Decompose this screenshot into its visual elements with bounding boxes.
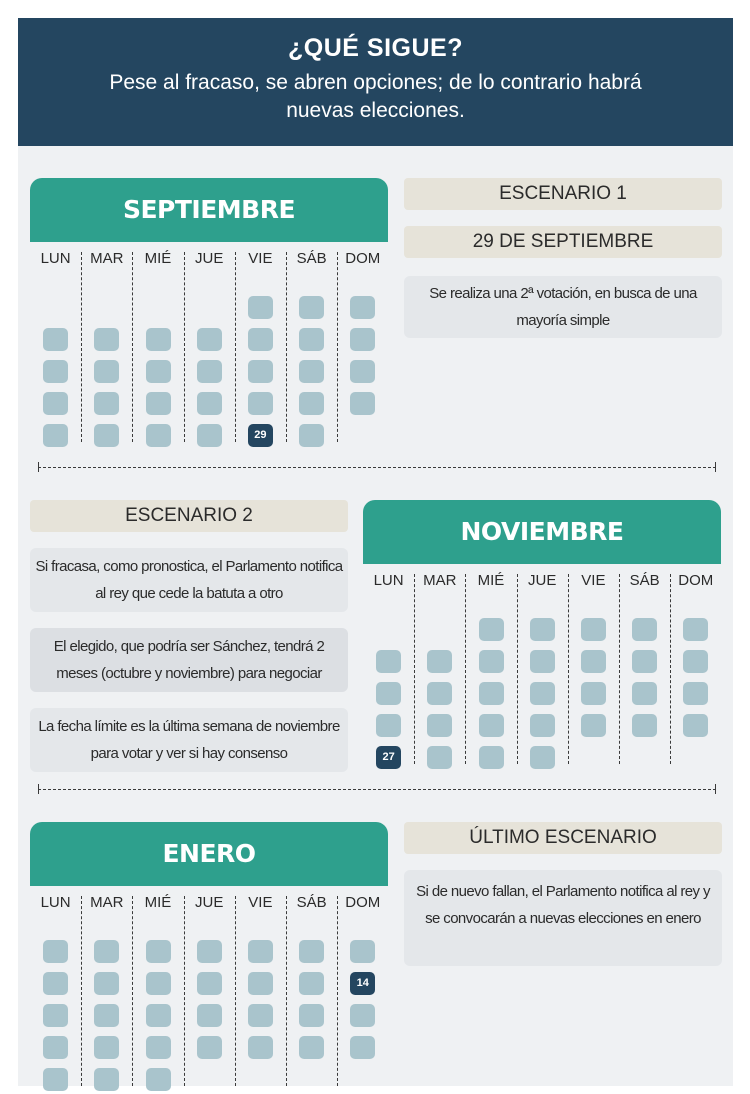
scenario2-label: ESCENARIO 2 xyxy=(30,500,348,532)
day-cell xyxy=(94,392,119,415)
day-cell xyxy=(299,1004,324,1027)
day-cell xyxy=(248,392,273,415)
day-cell xyxy=(479,650,504,673)
day-cell xyxy=(530,650,555,673)
column-divider xyxy=(286,252,287,442)
day-cell xyxy=(683,650,708,673)
day-cell xyxy=(248,328,273,351)
month-title-septiembre: SEPTIEMBRE xyxy=(30,178,388,242)
day-cell xyxy=(43,940,68,963)
day-cell xyxy=(146,1004,171,1027)
column-divider xyxy=(132,896,133,1086)
day-cell xyxy=(299,296,324,319)
day-cell xyxy=(350,296,375,319)
day-cell xyxy=(376,714,401,737)
day-cell xyxy=(197,940,222,963)
infographic xyxy=(18,18,733,1086)
column-divider xyxy=(286,896,287,1086)
day-cell xyxy=(94,972,119,995)
day-cell xyxy=(248,1004,273,1027)
weekday-label: LUN xyxy=(373,572,404,589)
column-divider xyxy=(568,574,569,764)
day-cell xyxy=(94,360,119,383)
day-cell xyxy=(479,746,504,769)
weekday-label: SÁB xyxy=(629,572,660,589)
day-cell xyxy=(146,1036,171,1059)
column-divider xyxy=(184,252,185,442)
column-divider xyxy=(517,574,518,764)
weekday-label: VIE xyxy=(248,894,273,911)
day-cell xyxy=(146,940,171,963)
weekday-label: MIÉ xyxy=(144,250,172,267)
day-cell xyxy=(530,746,555,769)
weekday-label: LUN xyxy=(40,250,71,267)
day-cell xyxy=(146,424,171,447)
weekday-label: JUE xyxy=(195,894,224,911)
weekday-label: JUE xyxy=(195,250,224,267)
column-divider xyxy=(670,574,671,764)
day-cell xyxy=(146,1068,171,1091)
highlighted-day: 14 xyxy=(350,972,375,995)
scenario3-label: ÚLTIMO ESCENARIO xyxy=(404,822,722,854)
column-divider xyxy=(619,574,620,764)
day-cell xyxy=(581,650,606,673)
day-cell xyxy=(43,972,68,995)
page-subtitle: Pese al fracaso, se abren opciones; de lo contrario habrá nuevas elecciones. xyxy=(109,71,642,122)
day-cell xyxy=(427,682,452,705)
day-cell xyxy=(197,392,222,415)
scenario2-item: La fecha límite es la última semana de noviembre para votar y ver si hay consenso xyxy=(30,708,348,772)
day-cell xyxy=(632,618,657,641)
column-divider xyxy=(235,896,236,1086)
day-cell xyxy=(427,746,452,769)
calendar-noviembre xyxy=(363,572,721,772)
day-cell xyxy=(146,972,171,995)
weekday-label: MIÉ xyxy=(144,894,172,911)
weekday-label: SÁB xyxy=(296,894,327,911)
day-cell xyxy=(43,424,68,447)
day-cell xyxy=(197,1004,222,1027)
day-cell xyxy=(94,328,119,351)
weekday-label: DOM xyxy=(678,572,714,589)
column-divider xyxy=(337,896,338,1086)
day-cell xyxy=(530,714,555,737)
weekday-label: MAR xyxy=(90,250,124,267)
day-cell xyxy=(376,650,401,673)
day-cell xyxy=(197,972,222,995)
day-cell xyxy=(299,1036,324,1059)
day-cell xyxy=(299,424,324,447)
weekday-label: MAR xyxy=(423,572,457,589)
highlighted-day: 29 xyxy=(248,424,273,447)
day-cell xyxy=(530,682,555,705)
calendar-septiembre xyxy=(30,250,388,450)
day-cell xyxy=(632,682,657,705)
day-cell xyxy=(248,360,273,383)
weekday-label: VIE xyxy=(248,250,273,267)
separator xyxy=(38,467,716,468)
day-cell xyxy=(197,328,222,351)
column-divider xyxy=(81,896,82,1086)
scenario2-item: Si fracasa, como pronostica, el Parlamento notifica al rey que cede la batuta a otro xyxy=(30,548,348,612)
day-cell xyxy=(43,1036,68,1059)
scenario3-text: Si de nuevo fallan, el Parlamento notifica al rey y se convocarán a nuevas elecciones en enero xyxy=(404,870,722,966)
day-cell xyxy=(197,1036,222,1059)
weekday-label: VIE xyxy=(581,572,606,589)
day-cell xyxy=(197,424,222,447)
day-cell xyxy=(43,328,68,351)
column-divider xyxy=(414,574,415,764)
column-divider xyxy=(132,252,133,442)
column-divider xyxy=(184,896,185,1086)
day-cell xyxy=(299,360,324,383)
day-cell xyxy=(146,392,171,415)
page-title: ¿QUÉ SIGUE? xyxy=(288,34,463,62)
day-cell xyxy=(94,1036,119,1059)
day-cell xyxy=(683,682,708,705)
weekday-label: DOM xyxy=(345,894,381,911)
day-cell xyxy=(94,1068,119,1091)
weekday-label: MIÉ xyxy=(477,572,505,589)
scenario2-item: El elegido, que podría ser Sánchez, tendrá 2 meses (octubre y noviembre) para negociar xyxy=(30,628,348,692)
day-cell xyxy=(94,424,119,447)
column-divider xyxy=(81,252,82,442)
separator xyxy=(38,789,716,790)
scenario1-text: Se realiza una 2ª votación, en busca de una mayoría simple xyxy=(404,276,722,338)
day-cell xyxy=(479,682,504,705)
day-cell xyxy=(350,1036,375,1059)
day-cell xyxy=(350,328,375,351)
month-title-enero: ENERO xyxy=(30,822,388,886)
scenario1-label: ESCENARIO 1 xyxy=(404,178,722,210)
day-cell xyxy=(632,714,657,737)
day-cell xyxy=(530,618,555,641)
day-cell xyxy=(299,392,324,415)
column-divider xyxy=(465,574,466,764)
day-cell xyxy=(43,360,68,383)
day-cell xyxy=(350,360,375,383)
scenario1-date: 29 DE SEPTIEMBRE xyxy=(404,226,722,258)
day-cell xyxy=(94,1004,119,1027)
day-cell xyxy=(479,714,504,737)
weekday-label: MAR xyxy=(90,894,124,911)
day-cell xyxy=(43,392,68,415)
month-title-noviembre: NOVIEMBRE xyxy=(363,500,721,564)
day-cell xyxy=(581,714,606,737)
day-cell xyxy=(43,1068,68,1091)
weekday-label: DOM xyxy=(345,250,381,267)
day-cell xyxy=(299,328,324,351)
header xyxy=(18,18,733,146)
day-cell xyxy=(248,296,273,319)
day-cell xyxy=(632,650,657,673)
day-cell xyxy=(248,1036,273,1059)
weekday-label: LUN xyxy=(40,894,71,911)
day-cell xyxy=(479,618,504,641)
day-cell xyxy=(248,940,273,963)
day-cell xyxy=(197,360,222,383)
day-cell xyxy=(683,618,708,641)
day-cell xyxy=(43,1004,68,1027)
day-cell xyxy=(146,360,171,383)
day-cell xyxy=(376,682,401,705)
weekday-label: SÁB xyxy=(296,250,327,267)
weekday-label: JUE xyxy=(528,572,557,589)
day-cell xyxy=(350,1004,375,1027)
column-divider xyxy=(235,252,236,442)
day-cell xyxy=(427,714,452,737)
day-cell xyxy=(299,940,324,963)
day-cell xyxy=(299,972,324,995)
calendar-enero xyxy=(30,894,388,1094)
day-cell xyxy=(350,940,375,963)
day-cell xyxy=(581,618,606,641)
day-cell xyxy=(248,972,273,995)
day-cell xyxy=(427,650,452,673)
day-cell xyxy=(683,714,708,737)
column-divider xyxy=(337,252,338,442)
day-cell xyxy=(581,682,606,705)
highlighted-day: 27 xyxy=(376,746,401,769)
day-cell xyxy=(350,392,375,415)
day-cell xyxy=(146,328,171,351)
day-cell xyxy=(94,940,119,963)
